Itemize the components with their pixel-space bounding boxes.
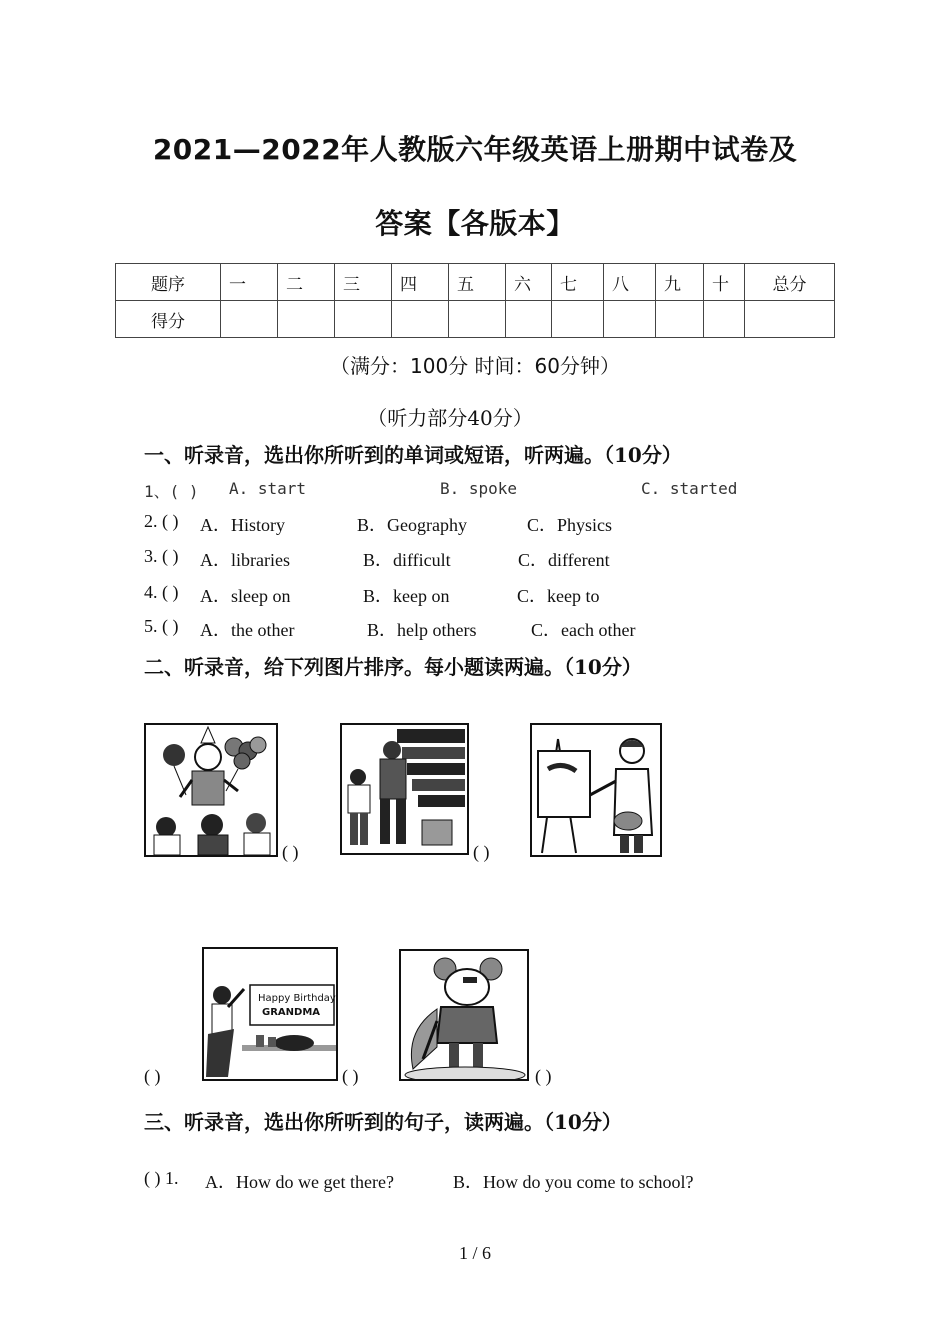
option-b[interactable]: B．difficult [363, 550, 451, 570]
picture-superhero-mouse [399, 949, 529, 1081]
question-number: 3. ( ) [144, 546, 179, 566]
score-header-cell: 题序 [116, 264, 221, 301]
score-table-score-row [116, 301, 835, 338]
score-header-cell: 三 [335, 264, 392, 301]
option-b[interactable]: B．keep on [363, 586, 450, 606]
score-header-cell: 总分 [745, 264, 835, 301]
score-header-cell: 二 [278, 264, 335, 301]
option-a[interactable]: A．sleep on [200, 586, 291, 606]
picture-theatre [340, 723, 469, 855]
listening-part-label: （听力部分40分） [367, 406, 533, 430]
option-a[interactable]: A．libraries [200, 550, 290, 570]
picture-painter [530, 723, 662, 857]
option-b[interactable]: B．help others [367, 620, 477, 640]
answer-paren[interactable]: ( ) [535, 1066, 552, 1086]
option-b[interactable]: B．Geography [357, 515, 467, 535]
painter-illustration [532, 725, 660, 855]
question-number: ( ) 1. [144, 1168, 179, 1188]
option-b[interactable]: B. spoke [440, 479, 518, 498]
page-title-line-2: 答案【各版本】 [375, 207, 575, 240]
score-header-cell: 六 [506, 264, 552, 301]
score-cell[interactable] [745, 301, 835, 338]
score-cell[interactable] [506, 301, 552, 338]
banner-text-line-1: Happy Birthday [258, 993, 336, 1004]
score-cell[interactable] [604, 301, 656, 338]
score-header-cell: 九 [656, 264, 704, 301]
party-balloons-illustration [146, 725, 276, 855]
score-cell[interactable] [335, 301, 392, 338]
birthday-illustration [204, 949, 336, 1079]
picture-party-balloons [144, 723, 278, 857]
option-a[interactable]: A．How do we get there? [205, 1172, 394, 1192]
option-a[interactable]: A．History [200, 515, 285, 535]
page-number: 1 / 6 [458, 1243, 491, 1263]
question-number: 1、( ) [144, 482, 199, 501]
score-cell[interactable] [221, 301, 278, 338]
answer-paren[interactable]: ( ) [144, 1066, 161, 1086]
option-b[interactable]: B．How do you come to school? [453, 1172, 694, 1192]
page-title-line-1: 2021—2022年人教版六年级英语上册期中试卷及 [152, 133, 798, 166]
option-c[interactable]: C. started [641, 479, 738, 498]
score-cell[interactable] [449, 301, 506, 338]
score-table [115, 263, 835, 338]
option-c[interactable]: C．different [518, 550, 610, 570]
score-header-cell: 十 [704, 264, 745, 301]
option-c[interactable]: C．keep to [517, 586, 600, 606]
score-header-cell: 一 [221, 264, 278, 301]
question-number: 4. ( ) [144, 582, 179, 602]
score-cell[interactable] [392, 301, 449, 338]
banner-text-line-2: GRANDMA [262, 1007, 321, 1018]
answer-paren[interactable]: ( ) [282, 842, 299, 862]
section1-heading: 一、听录音，选出你所听到的单词或短语，听两遍。（10分） [144, 443, 682, 467]
option-c[interactable]: C．Physics [527, 515, 613, 535]
score-cell[interactable] [278, 301, 335, 338]
picture-birthday [202, 947, 338, 1081]
score-table-header-row [116, 264, 835, 301]
question-number: 5. ( ) [144, 616, 179, 636]
question-number: 2. ( ) [144, 511, 179, 531]
superhero-mouse-illustration [401, 951, 527, 1079]
score-header-cell: 八 [604, 264, 656, 301]
section2-heading: 二、听录音，给下列图片排序。每小题读两遍。（10分） [144, 655, 642, 679]
score-cell[interactable] [656, 301, 704, 338]
score-header-cell: 七 [552, 264, 604, 301]
full-marks-info: （满分：100分 时间：60分钟） [330, 354, 620, 378]
score-header-cell: 四 [392, 264, 449, 301]
score-cell[interactable] [552, 301, 604, 338]
section3-heading: 三、听录音，选出你所听到的句子，读两遍。（10分） [144, 1110, 622, 1134]
answer-paren[interactable]: ( ) [473, 842, 490, 862]
score-cell[interactable] [704, 301, 745, 338]
theatre-illustration [342, 725, 467, 853]
option-a[interactable]: A．the other [200, 620, 295, 640]
score-row-label: 得分 [116, 301, 221, 338]
option-a[interactable]: A. start [229, 479, 307, 498]
answer-paren[interactable]: ( ) [342, 1066, 359, 1086]
score-header-cell: 五 [449, 264, 506, 301]
option-c[interactable]: C．each other [531, 620, 636, 640]
